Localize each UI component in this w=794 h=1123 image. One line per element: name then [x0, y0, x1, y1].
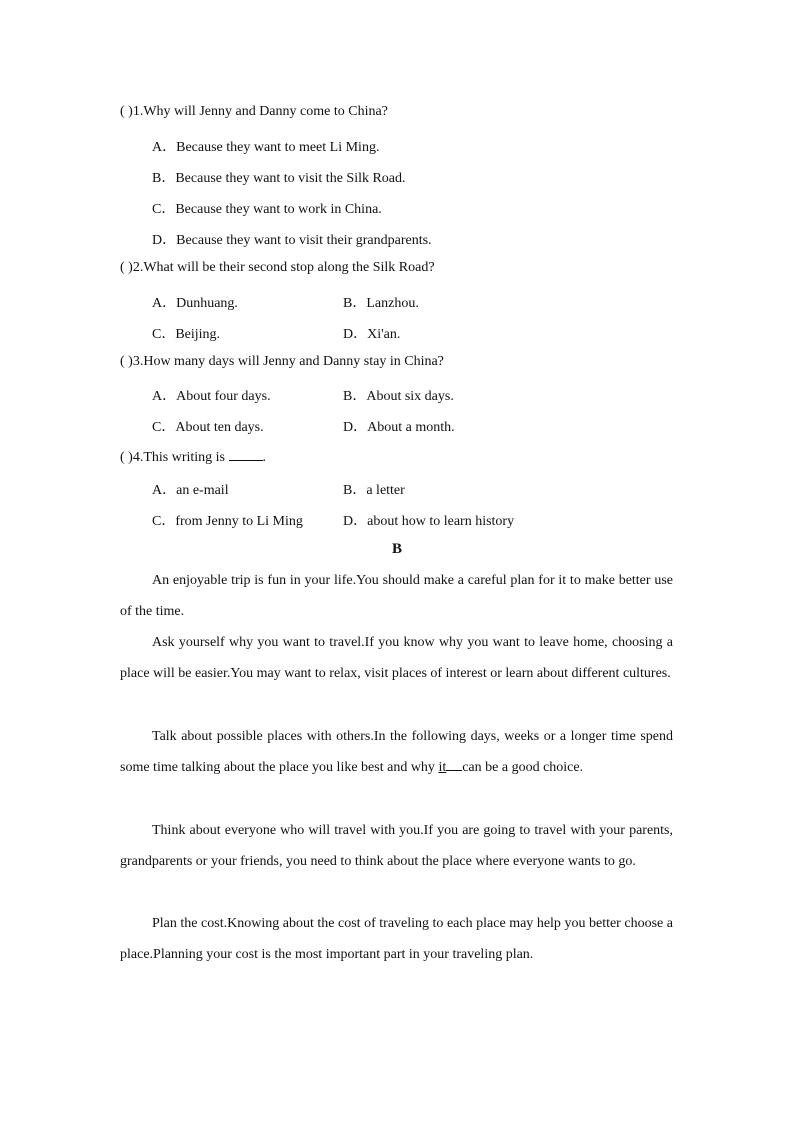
answer-bracket: ( )1.: [120, 104, 144, 119]
option-3a: A．About four days.: [152, 389, 271, 404]
option-4c: C．from Jenny to Li Ming: [152, 514, 303, 529]
paragraph-3: [120, 721, 673, 783]
option-1a: A．Because they want to meet Li Ming.: [152, 140, 380, 155]
option-4b: B．a letter: [343, 483, 405, 498]
question-stem: Why will Jenny and Danny come to China?: [143, 104, 388, 119]
question-2: [120, 260, 435, 276]
option-3d: D．About a month.: [343, 420, 455, 435]
option-4a: A．an e-mail: [152, 483, 229, 498]
option-4d: D．about how to learn history: [343, 514, 515, 529]
question-stem: This writing is: [143, 450, 225, 465]
paragraph-4: Think about everyone who will travel with you.If you are going to travel with your parents, grandparents or your friends, you need to think about the place where everyone wants to go.: [120, 823, 673, 869]
question-stem: What will be their second stop along the Silk Road?: [143, 260, 435, 275]
paragraph-5: Plan the cost.Knowing about the cost of traveling to each place may help you better choose a place.Planning your cost is the most important part in your traveling plan.: [120, 916, 673, 962]
paragraph-1: An enjoyable trip is fun in your life.You should make a careful plan for it to make better use of the time.: [120, 573, 673, 619]
option-2a: A．Dunhuang.: [152, 296, 238, 311]
question-4: ( )4.This writing is .: [120, 450, 266, 465]
option-1c: C．Because they want to work in China.: [152, 202, 382, 217]
option-2d: D．Xi'an.: [343, 327, 401, 342]
option-3b: B．About six days.: [343, 389, 454, 404]
question-stem: How many days will Jenny and Danny stay in China?: [143, 354, 444, 369]
option-1b: B．Because they want to visit the Silk Road.: [152, 171, 406, 186]
paragraph-2: Ask yourself why you want to travel.If you know why you want to leave home, choosing a place will be easier.You may want to relax, visit places of interest or learn about different cultures.: [120, 635, 673, 681]
underlined-word: it: [438, 760, 447, 775]
paragraph-3-text-end: can be a good choice.: [462, 760, 584, 775]
question-1: [120, 104, 388, 120]
option-3c: C．About ten days.: [152, 420, 264, 435]
section-heading: B: [391, 541, 402, 557]
underline-blank: [446, 758, 462, 771]
answer-bracket: ( )2.: [120, 260, 144, 275]
answer-bracket: ( )4.: [120, 450, 144, 465]
paragraph-3-text: Talk about possible places with others.In the following days, weeks or a longer time spend some time talking about the place you like best and why: [120, 729, 673, 775]
answer-blank: [229, 448, 263, 461]
option-1d: D．Because they want to visit their grandparents.: [152, 233, 432, 248]
option-2b: B．Lanzhou.: [343, 296, 419, 311]
option-2c: C．Beijing.: [152, 327, 221, 342]
question-3: [120, 354, 444, 370]
answer-bracket: ( )3.: [120, 354, 144, 369]
